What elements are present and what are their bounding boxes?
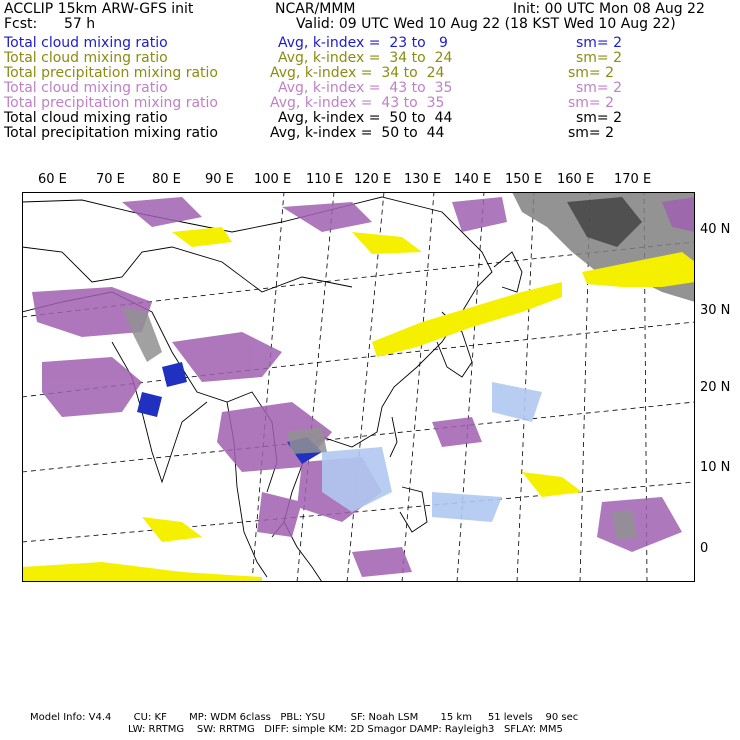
legend-field: Total precipitation mixing ratio <box>4 95 218 111</box>
legend-avg: Avg, k-index = 23 to 9 <box>278 35 448 51</box>
lat-label: 20 N <box>700 380 731 395</box>
legend-field: Total cloud mixing ratio <box>4 80 168 96</box>
lat-label: 10 N <box>700 460 731 475</box>
lat-label: 0 <box>700 541 709 556</box>
legend-avg: Avg, k-index = 34 to 24 <box>278 50 453 66</box>
lat-label: 30 N <box>700 303 731 318</box>
legend-sm: sm= 2 <box>576 110 623 126</box>
lon-label: 70 E <box>96 172 125 187</box>
legend-sm: sm= 2 <box>568 65 615 81</box>
legend-sm: sm= 2 <box>576 50 623 66</box>
lon-label: 170 E <box>614 172 652 187</box>
lon-label: 140 E <box>454 172 492 187</box>
legend-field: Total precipitation mixing ratio <box>4 125 218 141</box>
legend-field: Total precipitation mixing ratio <box>4 65 218 81</box>
legend-avg: Avg, k-index = 34 to 24 <box>270 65 445 81</box>
lon-label: 90 E <box>205 172 234 187</box>
lon-label: 110 E <box>306 172 344 187</box>
organization: NCAR/MMM <box>275 1 356 17</box>
model-info-line1: Model Info: V4.4 CU: KF MP: WDM 6class PBL: YSU SF: Noah LSM 15 km 51 levels 90 sec <box>30 712 579 723</box>
lon-label: 60 E <box>38 172 67 187</box>
lon-label: 100 E <box>254 172 292 187</box>
forecast-map <box>22 192 695 582</box>
legend-field: Total cloud mixing ratio <box>4 50 168 66</box>
forecast-label: Fcst: <box>4 16 38 32</box>
valid-time: Valid: 09 UTC Wed 10 Aug 22 (18 KST Wed 10 Aug 22) <box>296 16 676 32</box>
lon-label: 80 E <box>152 172 181 187</box>
lon-label: 120 E <box>354 172 392 187</box>
legend-sm: sm= 2 <box>568 125 615 141</box>
lon-label: 160 E <box>557 172 595 187</box>
legend-avg: Avg, k-index = 50 to 44 <box>278 110 453 126</box>
legend-avg: Avg, k-index = 43 to 35 <box>278 80 453 96</box>
lon-label: 130 E <box>404 172 442 187</box>
legend-avg: Avg, k-index = 50 to 44 <box>270 125 445 141</box>
model-info-line2: LW: RRTMG SW: RRTMG DIFF: simple KM: 2D Smagor DAMP: Rayleigh3 SFLAY: MM5 <box>128 724 563 735</box>
init-time: Init: 00 UTC Mon 08 Aug 22 <box>513 1 705 17</box>
legend-sm: sm= 2 <box>576 80 623 96</box>
legend-sm: sm= 2 <box>576 35 623 51</box>
legend-avg: Avg, k-index = 43 to 35 <box>270 95 445 111</box>
lat-label: 40 N <box>700 222 731 237</box>
legend-field: Total cloud mixing ratio <box>4 110 168 126</box>
forecast-hour: 57 h <box>64 16 96 32</box>
legend-sm: sm= 2 <box>568 95 615 111</box>
lon-label: 150 E <box>505 172 543 187</box>
model-title: ACCLIP 15km ARW-GFS init <box>4 1 194 17</box>
legend-field: Total cloud mixing ratio <box>4 35 168 51</box>
